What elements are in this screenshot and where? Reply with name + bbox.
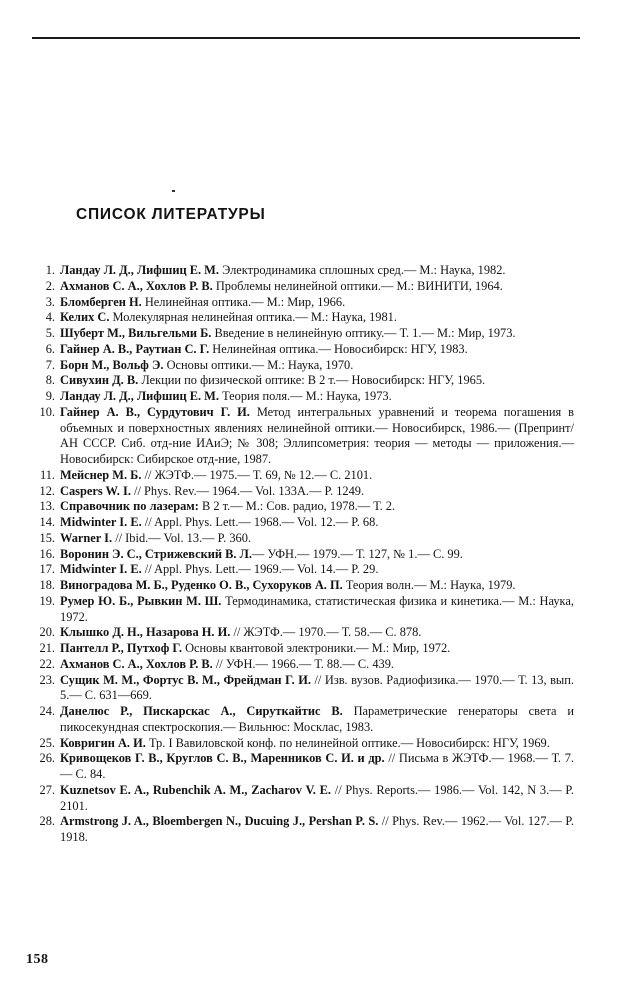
reference-text: [60, 578, 574, 594]
reference-authors: Kuznetsov E. A., Rubenchik A. M., Zacharov V. E.: [60, 782, 332, 797]
reference-details: // Письма в ЖЭТФ.— 1968.— Т. 7.— С. 84.: [60, 751, 575, 781]
reference-authors: Виноградова М. Б., Руденко О. В., Сухоруков А. П.: [60, 578, 343, 592]
reference-text: [60, 673, 574, 705]
reference-item: [24, 310, 574, 326]
reference-number: 2.: [45, 278, 55, 293]
reference-number: 12.: [39, 483, 55, 498]
reference-text: [60, 389, 574, 405]
reference-details: Проблемы нелинейной оптики.— М.: ВИНИТИ, 1964.: [212, 278, 503, 293]
reference-number: 28.: [39, 814, 55, 829]
reference-authors: Ландау Л. Д., Лифшиц Е. М.: [60, 263, 219, 277]
reference-text: [60, 405, 574, 468]
reference-list: [24, 263, 574, 846]
reference-authors: Пантелл Р., Путхоф Г.: [60, 641, 182, 655]
reference-item: [24, 531, 574, 547]
reference-item: [24, 499, 574, 515]
reference-text: [60, 468, 574, 484]
reference-authors: Сивухин Д. В.: [60, 373, 139, 388]
reference-details: Тр. I Вавиловской конф. по нелинейной оптике.— Новосибирск: НГУ, 1969.: [145, 735, 550, 750]
reference-text: [60, 499, 574, 515]
reference-text: [60, 358, 574, 374]
reference-number: 8.: [45, 373, 55, 388]
reference-number: 26.: [39, 751, 55, 766]
reference-text: [60, 594, 574, 626]
reference-details: Основы квантовой электроники.— М.: Мир, 1972.: [181, 641, 451, 655]
reference-text: [60, 547, 574, 563]
reference-item: [24, 657, 574, 673]
reference-number: 13.: [39, 499, 55, 514]
reference-text: [60, 783, 574, 815]
reference-text: [60, 751, 574, 783]
reference-number: 20.: [39, 625, 55, 640]
reference-details: Параметрические генераторы света и пикосекундная спектроскопия.— Вильнюс: Москлас, 1983.: [60, 704, 574, 734]
reference-number: 18.: [39, 578, 55, 592]
top-rule: [32, 37, 580, 39]
reference-item: [24, 373, 574, 389]
reference-text: [60, 515, 574, 531]
reference-authors: Ахманов С. А., Хохлов Р. В.: [60, 278, 213, 293]
reference-authors: Ахманов С. А., Хохлов Р. В.: [60, 656, 213, 671]
reference-item: [24, 342, 574, 358]
reference-text: [60, 373, 574, 389]
reference-authors: Сущик М. М., Фортус В. М., Фрейдман Г. И.: [60, 672, 311, 687]
reference-authors: Клышко Д. Н., Назарова Н. И.: [60, 625, 231, 640]
reference-text: [60, 814, 574, 846]
reference-number: 23.: [39, 672, 55, 687]
reference-item: [24, 562, 574, 578]
reference-number: 16.: [39, 546, 55, 561]
reference-authors: Шуберт М., Вильгельми Б.: [60, 326, 212, 340]
reference-authors: Справочник по лазерам:: [60, 499, 199, 514]
reference-item: [24, 389, 574, 405]
reference-number: 9.: [45, 389, 55, 403]
reference-number: 27.: [39, 782, 55, 797]
reference-text: [60, 657, 574, 673]
reference-text: [60, 326, 574, 342]
reference-authors: Midwinter I. E.: [60, 515, 142, 529]
reference-authors: Мейснер М. Б.: [60, 467, 142, 482]
reference-item: [24, 484, 574, 500]
reference-details: // Phys. Reports.— 1986.— Vol. 142, N 3.— P. 2101.: [60, 782, 574, 813]
reference-authors: Midwinter I. E.: [60, 562, 142, 577]
reference-authors: Armstrong J. A., Bloembergen N., Ducuing J., Pershan P. S.: [60, 814, 379, 829]
reference-text: [60, 310, 574, 326]
section-title: СПИСОК ЛИТЕРАТУРЫ: [76, 206, 266, 223]
reference-item: [24, 641, 574, 657]
reference-number: 3.: [45, 294, 55, 309]
reference-authors: Гайнер А. В., Раутиан С. Г.: [60, 341, 210, 356]
reference-details: В 2 т.— М.: Сов. радио, 1978.— Т. 2.: [198, 499, 396, 514]
reference-details: // Appl. Phys. Lett.— 1969.— Vol. 14.— P. 29.: [141, 562, 379, 577]
reference-text: [60, 531, 574, 547]
reference-text: [60, 263, 574, 279]
reference-details: Введение в нелинейную оптику.— Т. 1.— М.: Мир, 1973.: [211, 326, 516, 340]
reference-text: [60, 704, 574, 736]
reference-number: 11.: [39, 467, 55, 482]
reference-authors: Гайнер А. В., Сурдутович Г. И.: [60, 404, 250, 419]
reference-item: [24, 594, 574, 626]
reference-number: 10.: [39, 404, 55, 419]
reference-text: [60, 641, 574, 657]
print-speck: [172, 190, 175, 192]
reference-details: Молекулярная нелинейная оптика.— М.: Наука, 1981.: [109, 310, 397, 325]
reference-number: 21.: [39, 641, 55, 655]
reference-item: [24, 547, 574, 563]
reference-item: [24, 515, 574, 531]
reference-details: Термодинамика, статистическая физика и кинетика.— М.: Наука, 1972.: [60, 593, 574, 624]
reference-details: Нелинейная оптика.— Новосибирск: НГУ, 1983.: [209, 341, 468, 356]
reference-authors: Данелюс Р., Пискарскас А., Сируткайтис В.: [60, 704, 343, 718]
reference-number: 4.: [45, 310, 55, 325]
reference-number: 22.: [39, 656, 55, 671]
reference-item: [24, 625, 574, 641]
reference-number: 5.: [45, 326, 55, 340]
reference-item: [24, 783, 574, 815]
reference-number: 1.: [45, 263, 55, 277]
reference-details: Нелинейная оптика.— М.: Мир, 1966.: [141, 294, 346, 309]
reference-details: Метод интегральных уравнений и теорема погашения в объемных и поверхностных явлениях нелинейной оптики.— Новосибирск, 1986.— (Препринт/АН СССР. Сиб. отд-ние ИАиЭ; № 308; Эллипсометрия: теория — методы — приложения.— Новосибирск: Сибирское отд-ние, 1987.: [60, 404, 575, 466]
reference-item: [24, 673, 574, 705]
reference-item: [24, 468, 574, 484]
reference-text: [60, 736, 574, 752]
reference-details: — УФН.— 1979.— Т. 127, № 1.— С. 99.: [251, 546, 463, 561]
reference-text: [60, 295, 574, 311]
reference-item: [24, 814, 574, 846]
reference-details: // УФН.— 1966.— Т. 88.— С. 439.: [212, 656, 395, 671]
reference-text: [60, 562, 574, 578]
reference-authors: Келих С.: [60, 310, 110, 325]
reference-text: [60, 625, 574, 641]
reference-number: 17.: [39, 562, 55, 577]
reference-authors: Ландау Л. Д., Лифшиц Е. М.: [60, 389, 219, 403]
reference-authors: Воронин Э. С., Стрижевский В. Л.: [60, 546, 252, 561]
reference-item: [24, 736, 574, 752]
reference-details: Теория волн.— М.: Наука, 1979.: [342, 578, 516, 592]
reference-details: // Phys. Rev.— 1962.— Vol. 127.— P. 1918.: [60, 814, 574, 844]
reference-number: 24.: [39, 704, 55, 718]
reference-details: // ЖЭТФ.— 1975.— Т. 69, № 12.— С. 2101.: [141, 467, 373, 482]
reference-item: [24, 704, 574, 736]
reference-item: [24, 279, 574, 295]
reference-details: // Phys. Rev.— 1964.— Vol. 133A.— P. 1249.: [130, 483, 365, 498]
reference-authors: Борн М., Вольф Э.: [60, 357, 164, 372]
reference-details: // Appl. Phys. Lett.— 1968.— Vol. 12.— P. 68.: [141, 515, 379, 529]
reference-item: [24, 326, 574, 342]
reference-details: Основы оптики.— М.: Наука, 1970.: [163, 357, 354, 372]
reference-authors: Warner I.: [60, 530, 113, 545]
reference-details: // Изв. вузов. Радиофизика.— 1970.— Т. 13, вып. 5.— С. 631—669.: [60, 672, 574, 703]
reference-item: [24, 295, 574, 311]
reference-authors: Кривощеков Г. В., Круглов С. В., Маренников С. И. и др.: [60, 751, 385, 766]
reference-item: [24, 751, 574, 783]
reference-details: Лекции по физической оптике: В 2 т.— Новосибирск: НГУ, 1965.: [138, 373, 486, 388]
reference-item: [24, 358, 574, 374]
reference-text: [60, 484, 574, 500]
reference-number: 25.: [39, 735, 55, 750]
reference-details: // Ibid.— Vol. 13.— P. 360.: [112, 530, 252, 545]
reference-details: Теория поля.— М.: Наука, 1973.: [218, 389, 392, 403]
reference-item: [24, 578, 574, 594]
reference-text: [60, 342, 574, 358]
reference-authors: Ковригин А. И.: [60, 735, 146, 750]
reference-details: Электродинамика сплошных сред.— М.: Наука, 1982.: [218, 263, 506, 277]
page-number: 158: [26, 952, 49, 967]
reference-authors: Румер Ю. Б., Рывкин М. Ш.: [60, 593, 222, 608]
reference-authors: Caspers W. I.: [60, 483, 131, 498]
reference-item: [24, 263, 574, 279]
reference-text: [60, 279, 574, 295]
reference-number: 15.: [39, 530, 55, 545]
reference-number: 6.: [45, 341, 55, 356]
reference-item: [24, 405, 574, 468]
reference-details: // ЖЭТФ.— 1970.— Т. 58.— С. 878.: [230, 625, 422, 640]
reference-number: 19.: [39, 593, 55, 608]
reference-authors: Бломберген Н.: [60, 294, 142, 309]
reference-number: 14.: [39, 515, 55, 529]
reference-number: 7.: [45, 357, 55, 372]
